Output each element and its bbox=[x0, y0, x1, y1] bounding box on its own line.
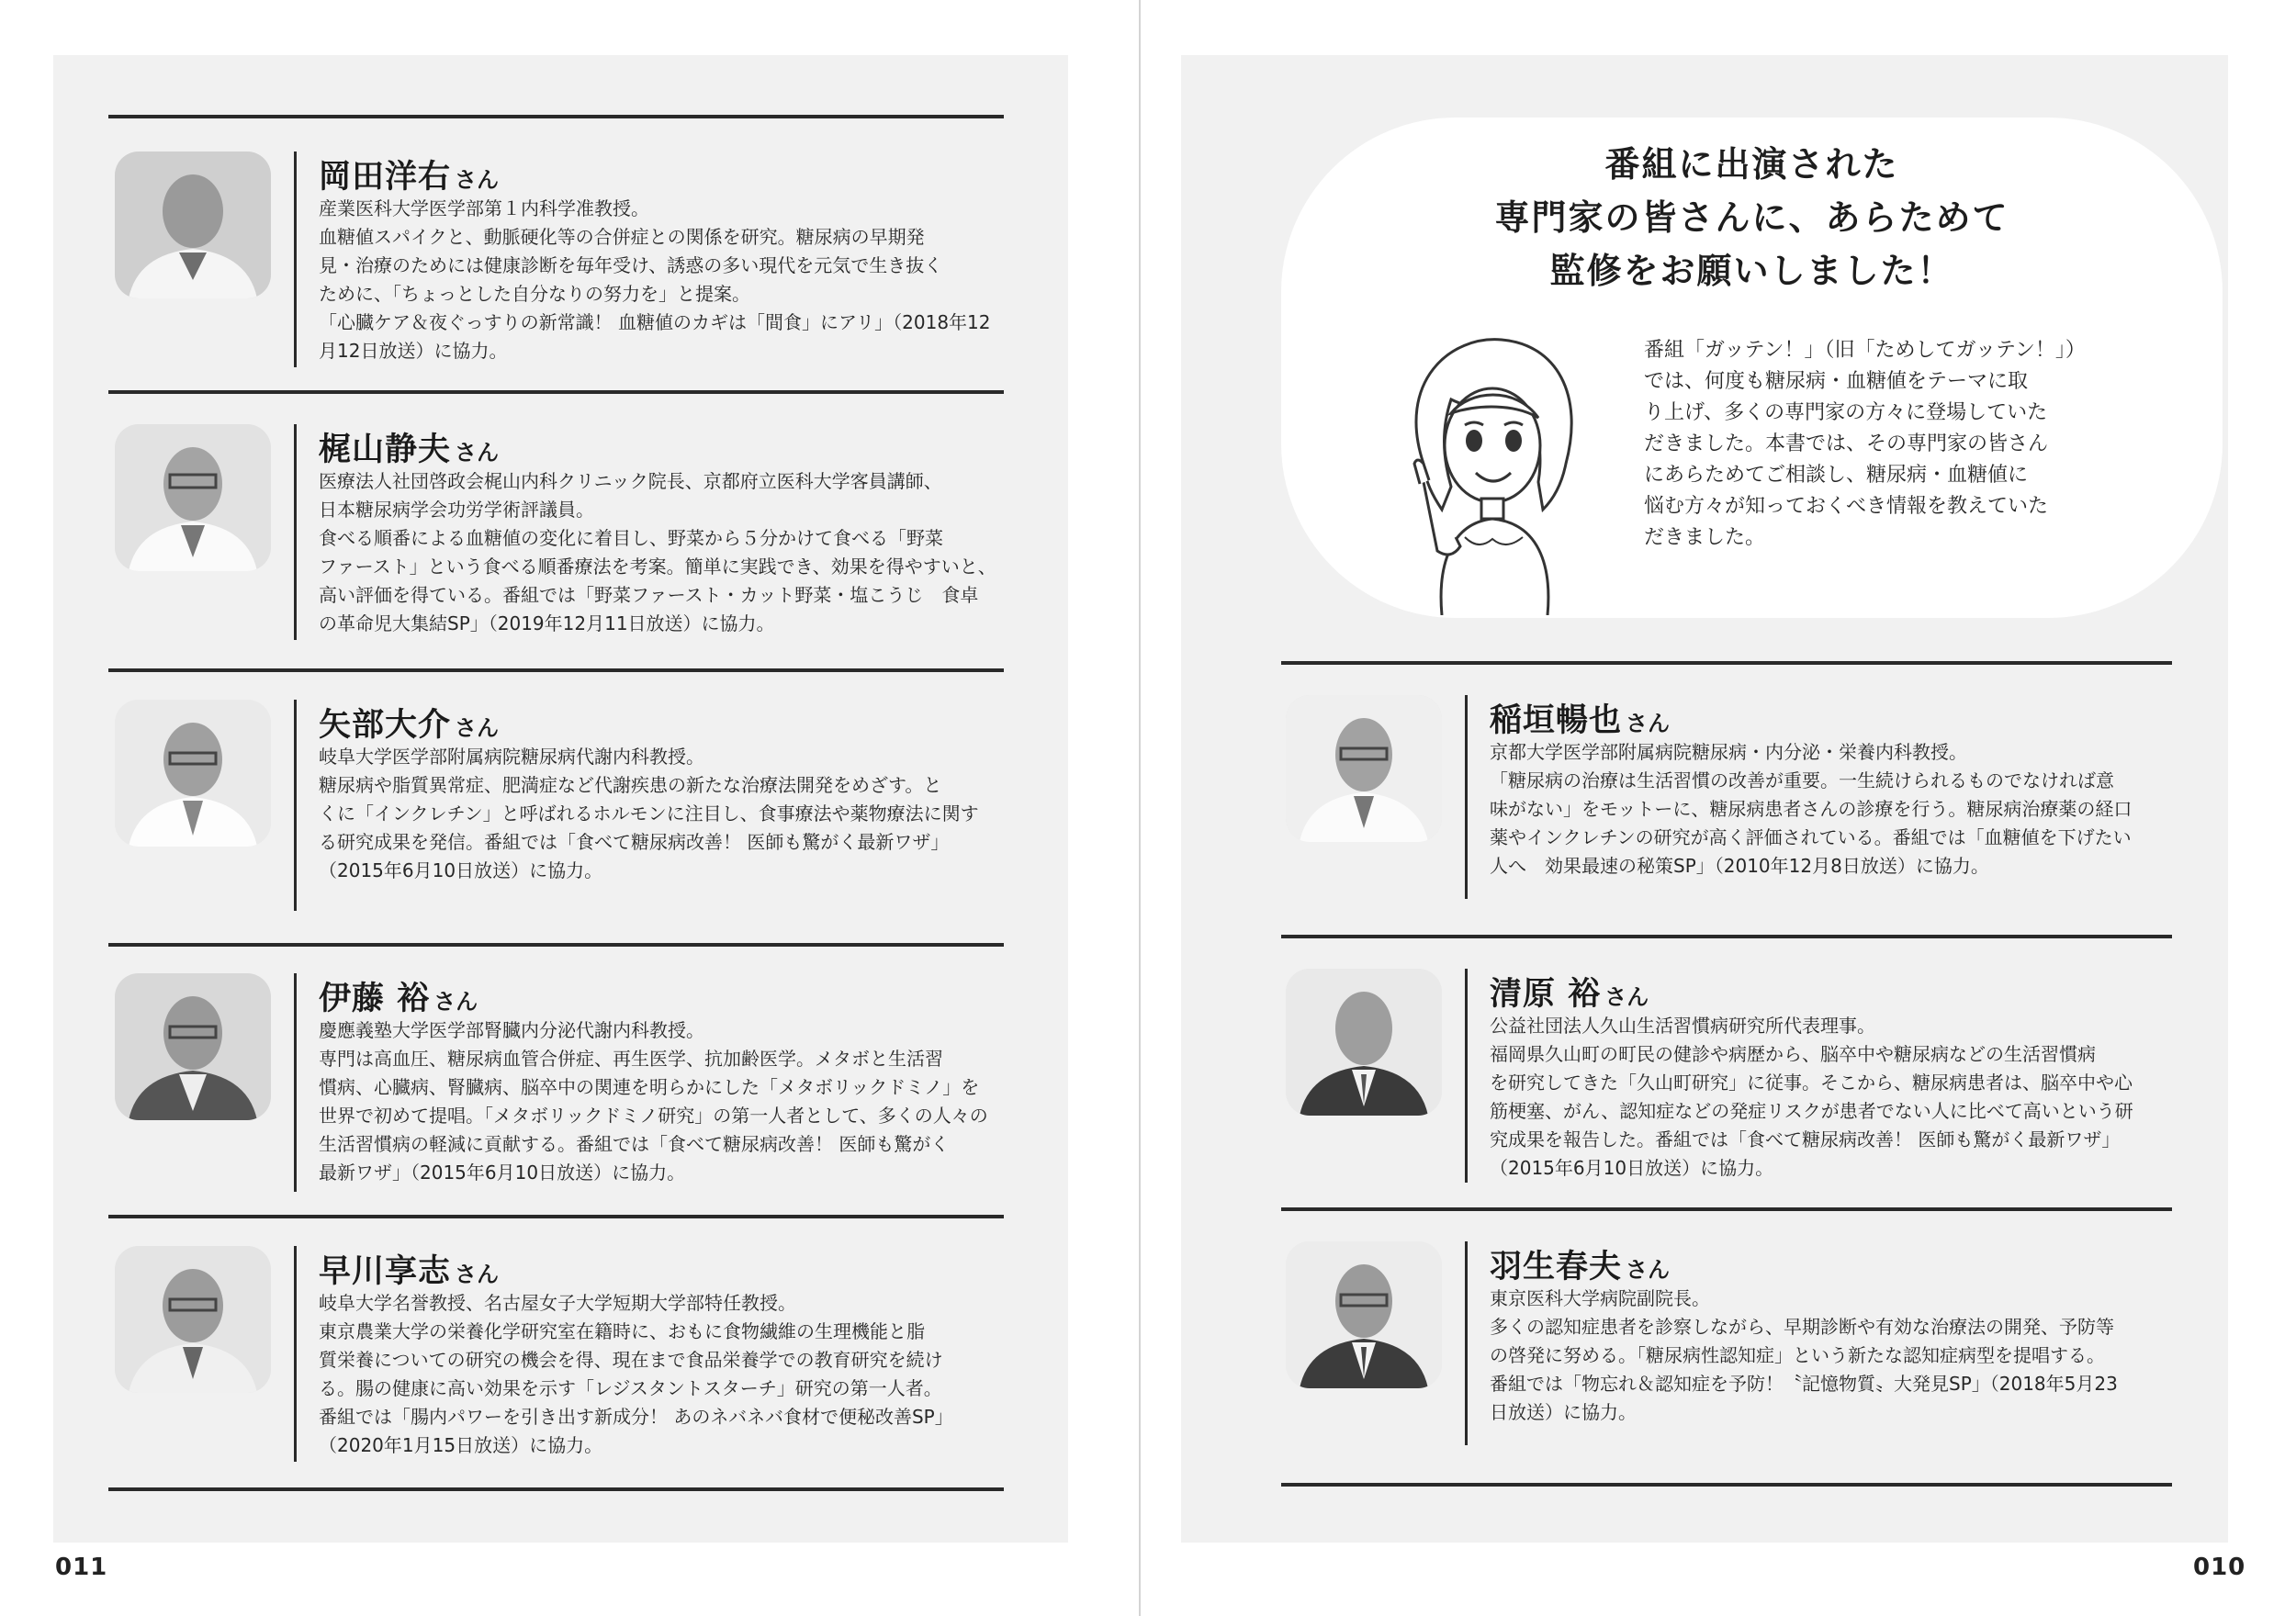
bio-line: の革命児大集結SP」（2019年12月11日放送）に協力。 bbox=[319, 612, 775, 634]
section-rule bbox=[1281, 1207, 2172, 1211]
expert-portrait-photo bbox=[115, 1246, 271, 1393]
bio-line: 食べる順番による血糖値の変化に着目し、野菜から５分かけて食べる「野菜 bbox=[319, 527, 943, 549]
bio-line: （2015年6月10日放送）に協力。 bbox=[1490, 1157, 1774, 1179]
section-rule bbox=[1281, 935, 2172, 938]
expert-portrait-photo bbox=[1286, 1241, 1442, 1388]
bio-line: る研究成果を発信。番組では「食べて糖尿病改善！ 医師も驚がく最新ワザ」 bbox=[319, 831, 950, 853]
expert-name: 伊藤 裕 bbox=[319, 981, 431, 1017]
bio-line: 糖尿病や脂質異常症、肥満症など代謝疾患の新たな治療法開発をめざす。と bbox=[319, 774, 942, 796]
intro-line: り上げ、多くの専門家の方々に登場していた bbox=[1644, 401, 2048, 424]
bio-line: 多くの認知症患者を診察しながら、早期診断や有効な治療法の開発、予防等 bbox=[1490, 1316, 2114, 1338]
bio-line: 慣病、心臓病、腎臓病、脳卒中の関連を明らかにした「メタボリックドミノ」を bbox=[319, 1076, 980, 1098]
bio-line: 東京農業大学の栄養化学研究室在籍時に、おもに食物繊維の生理機能と脂 bbox=[319, 1320, 925, 1342]
bio-line: 究成果を報告した。番組では「食べて糖尿病改善！ 医師も驚がく最新ワザ」 bbox=[1490, 1128, 2121, 1150]
bio-line: （2015年6月10日放送）に協力。 bbox=[319, 859, 603, 881]
bio-line: 質栄養についての研究の機会を得、現在まで食品栄養学での教育研究を続け bbox=[319, 1349, 943, 1371]
page-number-right: 010 bbox=[2193, 1554, 2246, 1581]
headline-line: 番組に出演された bbox=[1604, 144, 1899, 185]
intro-line: だきました。本書では、その専門家の皆さん bbox=[1644, 432, 2049, 455]
headline-line: 専門家の皆さんに、あらためて bbox=[1494, 197, 2009, 238]
bio-line: 血糖値スパイクと、動脈硬化等の合併症との関係を研究。糖尿病の早期発 bbox=[319, 226, 925, 248]
bio-line: 最新ワザ」（2015年6月10日放送）に協力。 bbox=[319, 1162, 686, 1184]
expert-portrait-photo bbox=[115, 152, 271, 298]
expert-bio bbox=[319, 195, 991, 365]
intro-line: 番組「ガッテン！」（旧「ためしてガッテン！」） bbox=[1644, 339, 2086, 362]
section-rule bbox=[1281, 1483, 2172, 1487]
honorific: さん bbox=[455, 167, 500, 193]
entry-divider bbox=[1465, 695, 1468, 899]
bio-line: 福岡県久山町の町民の健診や病歴から、脳卒中や糖尿病などの生活習慣病 bbox=[1490, 1043, 2096, 1065]
bio-line: 日放送）に協力。 bbox=[1490, 1401, 1637, 1423]
entry-divider bbox=[294, 152, 297, 367]
bio-line: 見・治療のためには健康診断を毎年受け、誘惑の多い現代を元気で生き抜く bbox=[319, 254, 943, 276]
intro-line: 悩む方々が知っておくべき情報を教えていた bbox=[1644, 495, 2049, 518]
bio-line: 番組では「腸内パワーを引き出す新成分！ あのネバネバ食材で便秘改善SP」 bbox=[319, 1406, 953, 1428]
entry-divider bbox=[294, 700, 297, 911]
intro-line: にあらためてご相談し、糖尿病・血糖値に bbox=[1644, 464, 2029, 487]
bio-line: ために、「ちょっとした自分なりの努力を」と提案。 bbox=[319, 283, 750, 305]
honorific: さん bbox=[1604, 984, 1649, 1010]
expert-name: 羽生春夫 bbox=[1490, 1249, 1623, 1285]
bio-line: （2020年1月15日放送）に協力。 bbox=[319, 1434, 603, 1456]
bio-line: 世界で初めて提唱。「メタボリックドミノ研究」の第一人者として、多くの人々の bbox=[319, 1105, 988, 1127]
bio-line: ファースト」という食べる順番療法を考案。簡単に実践でき、効果を得やすいと、 bbox=[319, 556, 996, 578]
entry-divider bbox=[294, 1246, 297, 1462]
section-rule bbox=[108, 943, 1004, 947]
expert-bio bbox=[319, 1016, 988, 1187]
entry-divider bbox=[1465, 969, 1468, 1183]
mascot-woman-illustration bbox=[1387, 326, 1598, 615]
bio-line: 慶應義塾大学医学部腎臓内分泌代謝内科教授。 bbox=[319, 1019, 704, 1041]
honorific: さん bbox=[1626, 1257, 1671, 1283]
honorific: さん bbox=[455, 440, 500, 466]
bio-line: 「糖尿病の治療は生活習慣の改善が重要。一生続けられるものでなければ意 bbox=[1490, 769, 2114, 791]
expert-portrait-photo bbox=[115, 424, 271, 571]
entry-divider bbox=[1465, 1241, 1468, 1445]
bio-line: 公益社団法人久山生活習慣病研究所代表理事。 bbox=[1490, 1015, 1875, 1037]
section-rule bbox=[108, 1487, 1004, 1491]
bio-line: の啓発に努める。「糖尿病性認知症」という新たな認知症病型を提唱する。 bbox=[1490, 1344, 2105, 1366]
expert-name: 稲垣暢也 bbox=[1490, 702, 1623, 739]
expert-bio bbox=[319, 467, 996, 638]
expert-name: 矢部大介 bbox=[319, 707, 452, 744]
expert-bio bbox=[1490, 738, 2132, 881]
section-rule bbox=[108, 668, 1004, 672]
bio-line: 人へ 効果最速の秘策SP」（2010年12月8日放送）に協力。 bbox=[1490, 855, 1989, 877]
bio-line: 東京医科大学病院副院長。 bbox=[1490, 1287, 1710, 1309]
honorific: さん bbox=[455, 715, 500, 741]
honorific: さん bbox=[455, 1262, 500, 1287]
bio-line: る。腸の健康に高い効果を示す「レジスタントスターチ」研究の第一人者。 bbox=[319, 1377, 942, 1399]
expert-bio bbox=[319, 1289, 953, 1460]
expert-bio bbox=[1490, 1285, 2118, 1427]
honorific: さん bbox=[1626, 711, 1671, 736]
bio-line: 高い評価を得ている。番組では「野菜ファースト・カット野菜・塩こうじ 食卓 bbox=[319, 584, 979, 606]
bio-line: 番組では「物忘れ＆認知症を予防！〝記憶物質〟大発見SP」（2018年5月23 bbox=[1490, 1373, 2118, 1395]
expert-portrait-photo bbox=[115, 700, 271, 847]
expert-name: 梶山静夫 bbox=[319, 432, 452, 468]
bio-line: くに「インクレチン」と呼ばれるホルモンに注目し、食事療法や薬物療法に関す bbox=[319, 802, 979, 825]
section-rule bbox=[108, 115, 1004, 118]
expert-bio bbox=[1490, 1012, 2133, 1183]
bio-line: 生活習慣病の軽減に貢献する。番組では「食べて糖尿病改善！ 医師も驚がく bbox=[319, 1133, 950, 1155]
bio-line: 薬やインクレチンの研究が高く評価されている。番組では「血糖値を下げたい bbox=[1490, 826, 2132, 848]
section-rule bbox=[108, 1215, 1004, 1218]
expert-portrait-photo bbox=[1286, 969, 1442, 1116]
bio-line: 日本糖尿病学会功労学術評議員。 bbox=[319, 499, 594, 521]
headline bbox=[1281, 138, 2223, 297]
intro-line: では、何度も糖尿病・血糖値をテーマに取 bbox=[1644, 370, 2029, 393]
expert-name: 清原 裕 bbox=[1490, 976, 1602, 1013]
bio-line: 月12日放送）に協力。 bbox=[319, 340, 508, 362]
bio-line: 味がない」をモットーに、糖尿病患者さんの診療を行う。糖尿病治療薬の経口 bbox=[1490, 798, 2133, 820]
entry-divider bbox=[294, 424, 297, 640]
bio-line: を研究してきた「久山町研究」に従事。そこから、糖尿病患者は、脳卒中や心 bbox=[1490, 1072, 2133, 1094]
book-spine bbox=[1139, 0, 1141, 1616]
honorific: さん bbox=[433, 989, 478, 1015]
expert-name: 岡田洋右 bbox=[319, 159, 452, 196]
bio-line: 産業医科大学医学部第１内科学准教授。 bbox=[319, 197, 649, 219]
expert-portrait-photo bbox=[115, 973, 271, 1120]
section-rule bbox=[1281, 661, 2172, 665]
bio-line: 京都大学医学部附属病院糖尿病・内分泌・栄養内科教授。 bbox=[1490, 741, 1967, 763]
section-rule bbox=[108, 390, 1004, 394]
bio-line: 岐阜大学名誉教授、名古屋女子大学短期大学部特任教授。 bbox=[319, 1292, 796, 1314]
bio-line: 筋梗塞、がん、認知症などの発症リスクが患者でない人に比べて高いという研 bbox=[1490, 1100, 2133, 1122]
entry-divider bbox=[294, 973, 297, 1192]
expert-portrait-photo bbox=[1286, 695, 1442, 842]
page-number-left: 011 bbox=[55, 1554, 108, 1581]
bio-line: 専門は高血圧、糖尿病血管合併症、再生医学、抗加齢医学。メタボと生活習 bbox=[319, 1048, 943, 1070]
expert-name: 早川享志 bbox=[319, 1253, 452, 1290]
intro-line: だきました。 bbox=[1644, 526, 1766, 549]
headline-line: 監修をお願いしました！ bbox=[1549, 251, 1954, 291]
bio-line: 医療法人社団啓政会梶山内科クリニック院長、京都府立医科大学客員講師、 bbox=[319, 470, 942, 492]
intro-text bbox=[1644, 335, 2086, 554]
bio-line: 「心臓ケア＆夜ぐっすりの新常識！ 血糖値のカギは「間食」にアリ」（2018年12 bbox=[319, 311, 991, 333]
bio-line: 岐阜大学医学部附属病院糖尿病代謝内科教授。 bbox=[319, 746, 704, 768]
expert-bio bbox=[319, 743, 979, 885]
